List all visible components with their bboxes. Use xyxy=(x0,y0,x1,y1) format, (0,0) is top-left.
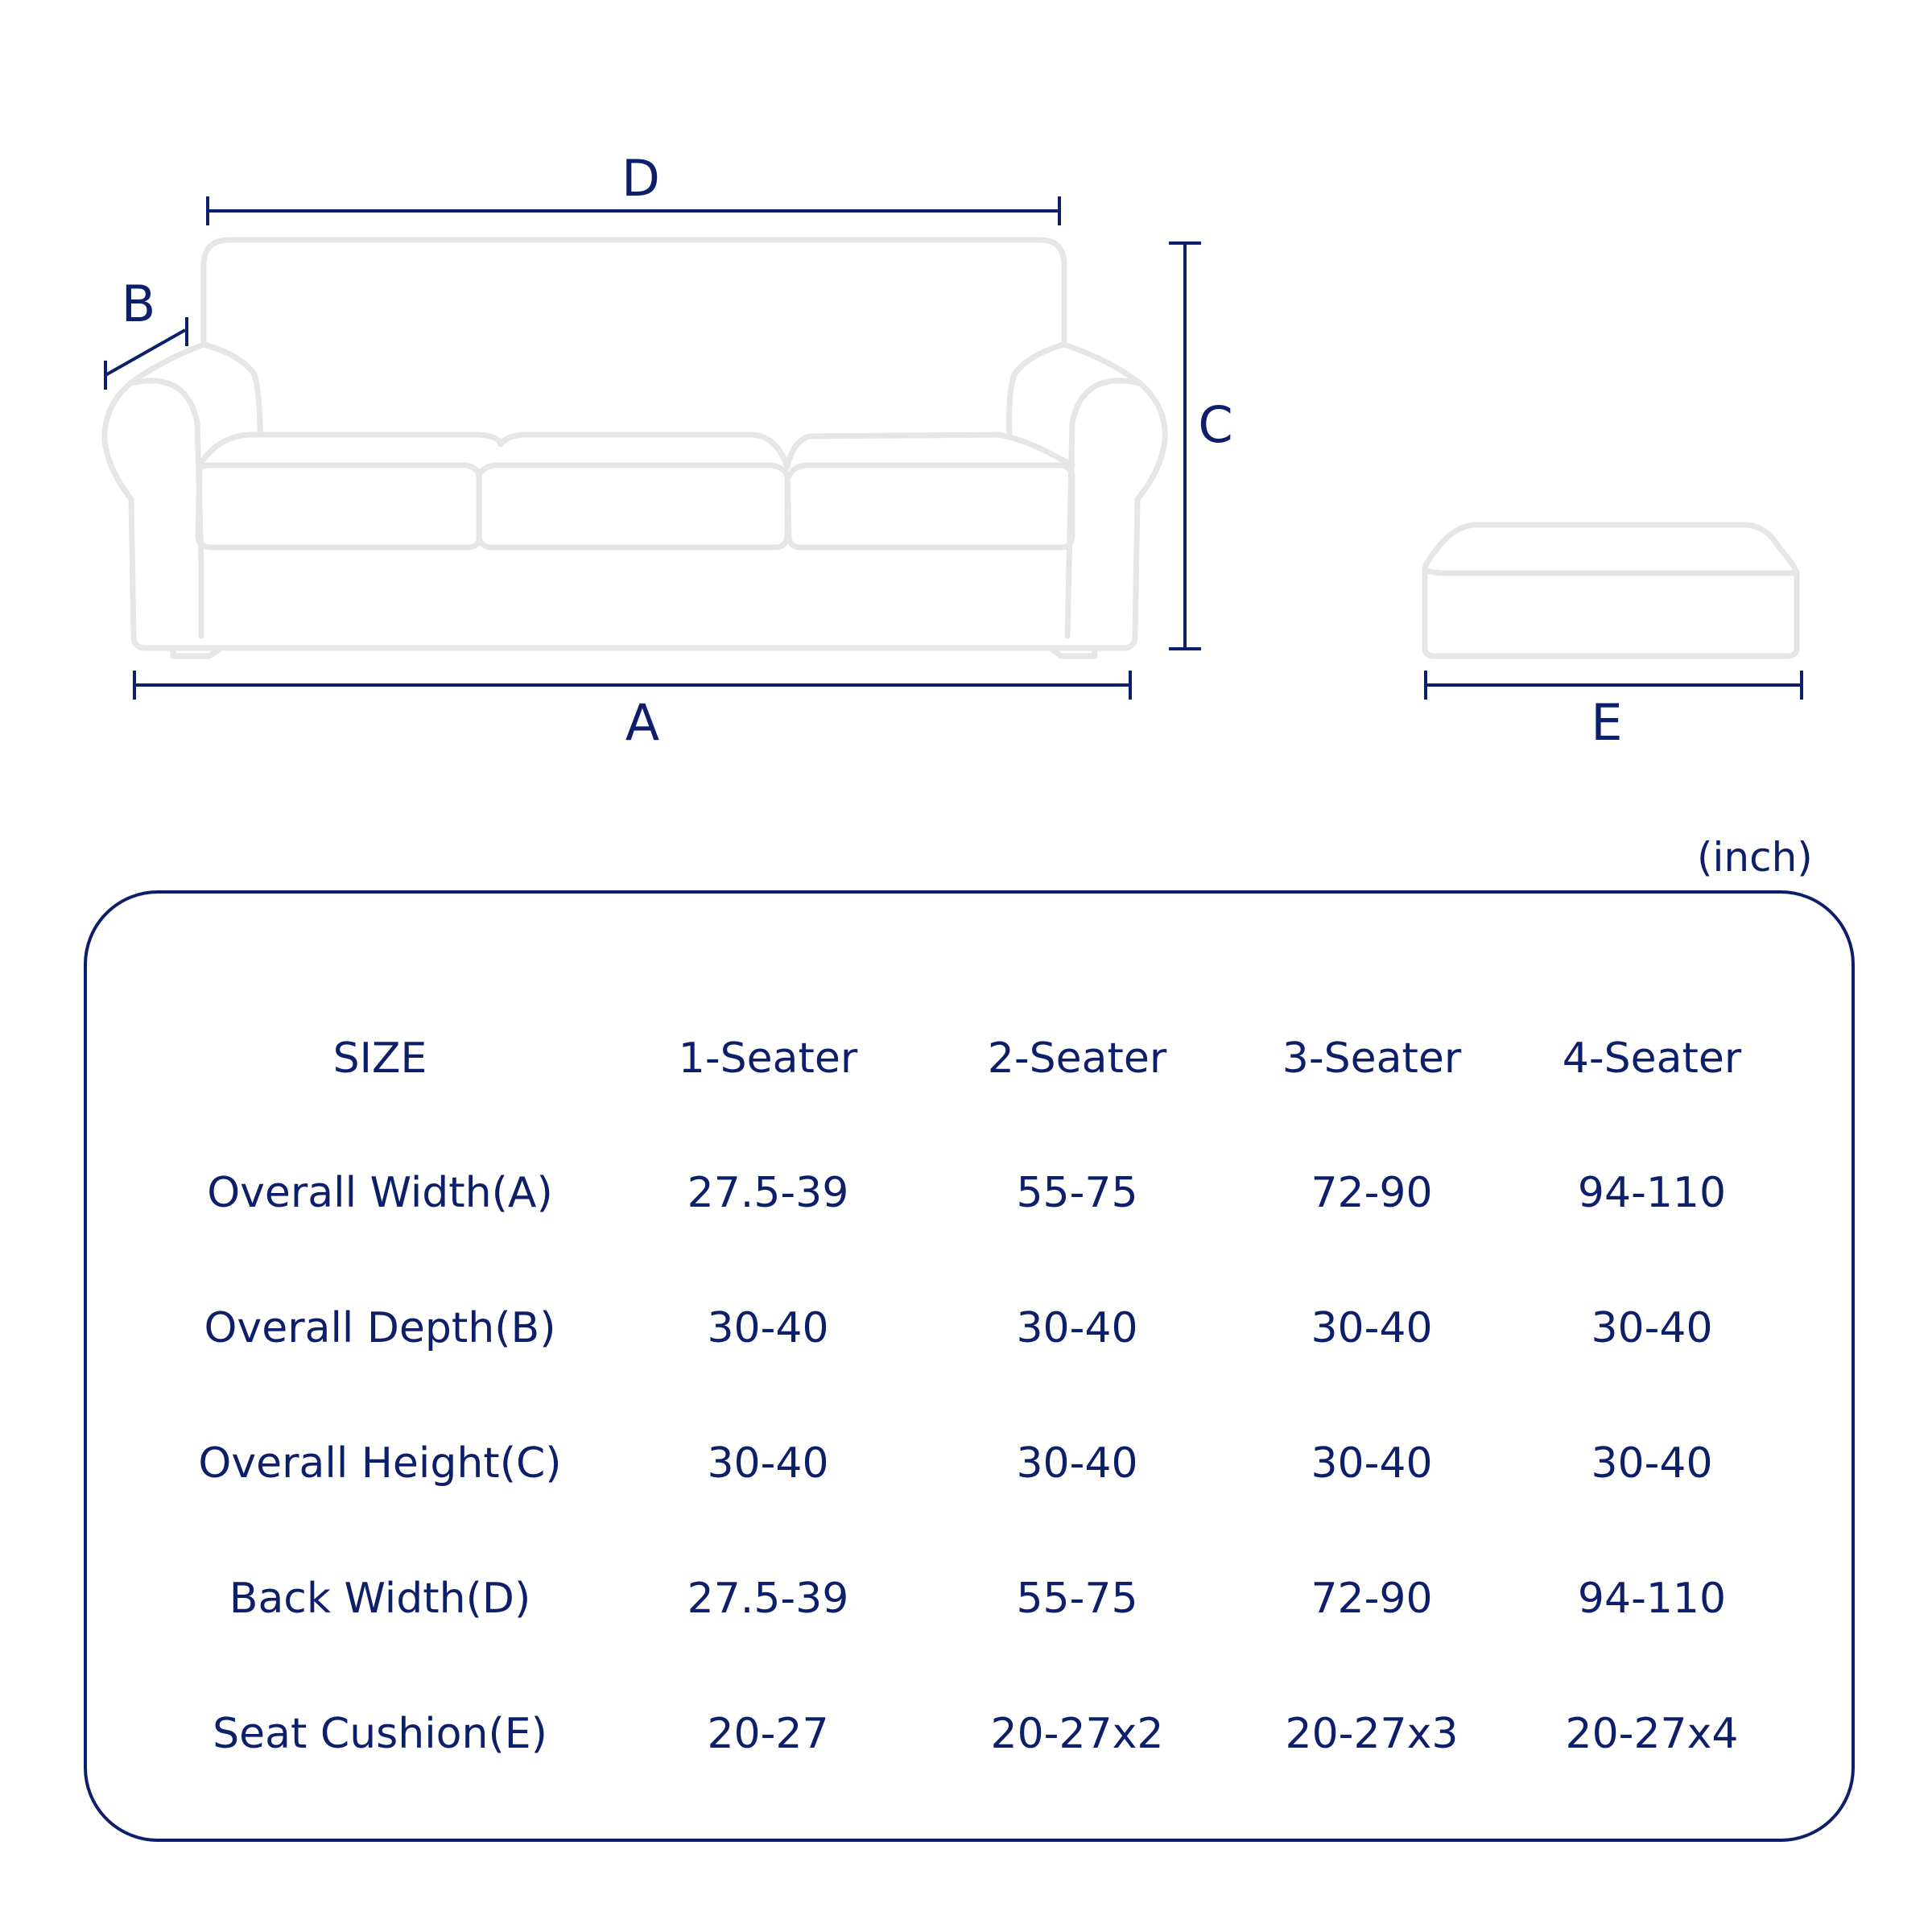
sofa-illustration xyxy=(0,0,1932,805)
table-cell: 20-27x4 xyxy=(1565,1710,1739,1758)
dimension-lines xyxy=(105,196,1802,700)
table-row-label: Overall Depth(B) xyxy=(204,1304,556,1352)
table-row-label: Overall Width(A) xyxy=(207,1169,553,1217)
sofa-right-arm-inner xyxy=(1009,345,1064,433)
table-row xyxy=(87,1157,1852,1229)
table-row xyxy=(87,1698,1852,1770)
table-header-cell: SIZE xyxy=(332,1034,427,1083)
table-cell: 20-27 xyxy=(707,1710,829,1758)
table-header-cell: 4-Seater xyxy=(1562,1034,1742,1083)
table-cell: 20-27x3 xyxy=(1285,1710,1459,1758)
sofa-dimension-diagram xyxy=(0,0,1932,805)
table-header-row xyxy=(87,1022,1852,1095)
table-row xyxy=(87,1427,1852,1500)
table-cell: 30-40 xyxy=(707,1439,829,1488)
table-row-label: Back Width(D) xyxy=(229,1575,531,1623)
table-cell: 94-110 xyxy=(1577,1575,1727,1623)
ottoman-body xyxy=(1425,525,1797,656)
back-cushion-line-left xyxy=(200,435,787,467)
table-cell: 30-40 xyxy=(1311,1439,1433,1488)
sofa-left-arm-inner xyxy=(204,345,260,433)
table-cell: 55-75 xyxy=(1016,1575,1138,1623)
dimension-label-d: D xyxy=(621,149,660,208)
table-cell: 94-110 xyxy=(1577,1169,1727,1217)
sofa-outline xyxy=(105,240,1797,656)
table-cell: 30-40 xyxy=(1016,1304,1138,1352)
table-cell: 30-40 xyxy=(1311,1304,1433,1352)
back-cushion-line-right xyxy=(787,435,1072,467)
table-cell: 72-90 xyxy=(1311,1169,1433,1217)
table-cell: 27.5-39 xyxy=(687,1575,849,1623)
table-cell: 30-40 xyxy=(1591,1304,1713,1352)
dimension-label-c: C xyxy=(1198,395,1233,454)
table-header-cell: 3-Seater xyxy=(1282,1034,1462,1083)
seat-cushion-left xyxy=(198,465,479,547)
table-cell: 30-40 xyxy=(1016,1439,1138,1488)
sofa-backrest xyxy=(204,240,1064,345)
table-cell: 27.5-39 xyxy=(687,1169,849,1217)
table-header-cell: 1-Seater xyxy=(678,1034,858,1083)
table-cell: 72-90 xyxy=(1311,1575,1433,1623)
table-row-label: Seat Cushion(E) xyxy=(213,1710,547,1758)
sofa-left-arm-scroll xyxy=(130,381,201,636)
table-cell: 30-40 xyxy=(1591,1439,1713,1488)
table-cell: 30-40 xyxy=(707,1304,829,1352)
sofa-right-arm-outer xyxy=(1064,345,1165,648)
ottoman-top-edge xyxy=(1425,570,1797,573)
seat-cushion-right xyxy=(787,465,1072,547)
dimension-label-e: E xyxy=(1591,693,1623,752)
table-cell: 55-75 xyxy=(1016,1169,1138,1217)
seat-cushion-middle xyxy=(479,465,787,547)
unit-label: (inch) xyxy=(1697,834,1813,881)
dimension-label-b: B xyxy=(121,275,156,333)
dimension-label-a: A xyxy=(625,693,660,752)
table-header-cell: 2-Seater xyxy=(987,1034,1167,1083)
dimension-line-b xyxy=(105,330,185,375)
sofa-right-arm-scroll xyxy=(1067,381,1140,636)
table-row xyxy=(87,1563,1852,1635)
table-row xyxy=(87,1292,1852,1364)
size-table xyxy=(84,890,1855,1842)
table-row-label: Overall Height(C) xyxy=(198,1439,562,1488)
table-cell: 20-27x2 xyxy=(990,1710,1164,1758)
